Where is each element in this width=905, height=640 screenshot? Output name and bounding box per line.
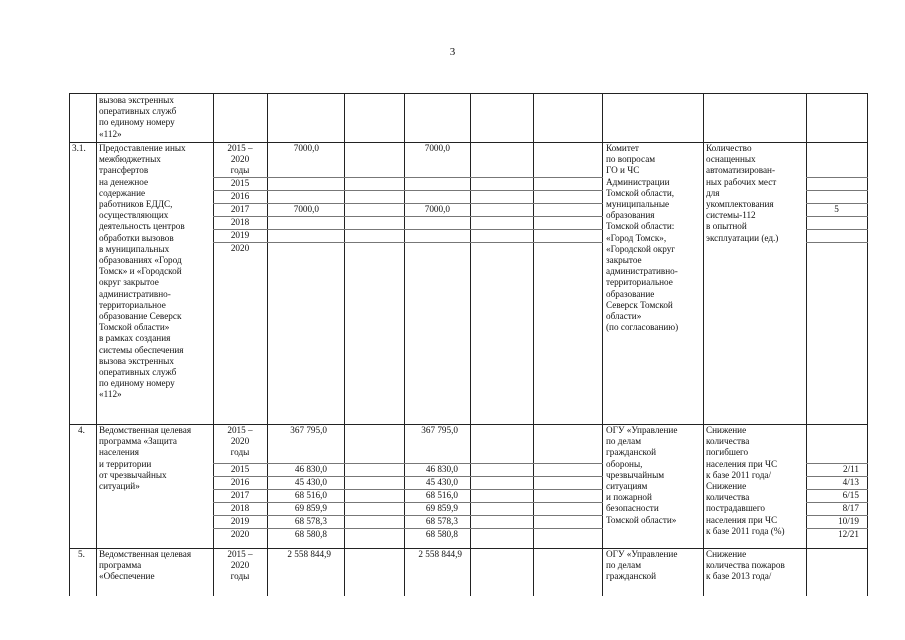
source-amount: 2 558 844,9 [418,549,462,559]
year-row-border [213,216,603,217]
measure-name-line: Томск» и «Городской [99,266,182,277]
year-label: 2016 [230,477,250,487]
indicator-line: количества [706,492,750,503]
source-year-amount: 68 580,8 [425,529,458,539]
year-label: 2019 [230,516,250,526]
measure-name-line: «Обеспечение [99,571,155,582]
executor-line: «Городской округ [606,243,676,254]
measure-name-line: оперативных служб [99,367,177,377]
measure-name-line: населения [99,447,139,458]
executor-line: гражданской [606,571,657,582]
indicator-row-border [806,177,868,178]
row-number: 5. [78,549,85,559]
measure-name-line: административно- [99,288,171,299]
source-year-amount: 7000,0 [424,204,450,214]
measure-name-line: обработки вызовов [99,232,174,243]
year-label: 2017 [230,490,250,500]
executor-line: образования [606,210,655,221]
measure-name-line: Томской области» [99,322,170,333]
period-line: годы [230,447,250,458]
measure-name-line: по единому номеру [99,378,175,389]
executor-line: безопасности [606,503,659,514]
executor-line: Томской области: [606,221,675,232]
year-label: 2015 [230,178,250,188]
indicator-value: 12/21 [838,529,859,539]
row-border [69,93,868,94]
row-number: 3.1. [72,143,86,153]
executor-line: Администрации [606,176,670,187]
executor-line: обороны, [606,458,643,469]
measure-name-line: программа [99,560,142,571]
column-border [602,93,603,596]
indicator-line: оснащенных [706,154,756,165]
executor-line: ГО и ЧС [606,165,640,176]
indicator-line: в опытной [706,221,747,232]
year-label: 2017 [230,204,250,214]
year-label: 2020 [230,243,250,253]
period-line: 2020 [230,436,250,447]
year-row-border [213,177,603,178]
executor-line: Томской области» [606,514,677,525]
source-year-amount: 68 516,0 [425,490,458,500]
page-number: 3 [449,46,456,58]
executor-line: административно- [606,266,678,277]
measure-name-line: округ закрытое [99,277,159,288]
measure-name-line: «112» [99,128,122,139]
source-amount: 7000,0 [424,143,450,153]
measure-name-line: Предоставление иных [99,143,186,153]
executor-line: по вопросам [606,154,656,165]
indicator-line: пострадавшего [706,503,765,514]
measure-name-line: содержание [99,187,146,198]
indicator-value: 6/15 [842,490,859,500]
measure-name-line: вызова экстренных [99,355,174,366]
indicator-line: количества [706,436,750,447]
source-year-amount: 46 830,0 [425,464,458,474]
source-year-amount: 45 430,0 [425,477,458,487]
period-line: годы [230,571,250,582]
indicator-line: автоматизирован- [706,165,776,176]
period-line: 2015 – [227,549,253,559]
measure-name-line: и территории [99,458,152,469]
year-amount: 68 578,3 [294,516,327,526]
column-border [533,93,534,596]
indicator-line: укомплектования [706,199,774,209]
measure-name-line: на денежное [99,176,149,187]
year-row-border [213,229,603,230]
measure-name-line: Ведомственная целевая [99,549,192,559]
measure-name-line: оперативных служб [99,106,177,117]
measure-name-line: образование Северск [99,311,182,321]
measure-name-line: ситуаций» [99,481,140,491]
executor-line: (по согласованию) [606,322,679,333]
indicator-line: Количество [706,143,752,153]
period-line: годы [230,165,250,176]
executor-line: области» [606,311,642,321]
executor-line: закрытое [606,255,642,265]
indicator-line: населения при ЧС [706,514,778,525]
year-label: 2018 [230,503,250,513]
measure-name-line: работников ЕДДС, [99,199,173,209]
indicator-row-border [806,229,868,230]
executor-line: Северск Томской [606,299,673,310]
executor-line: ОГУ «Управление [606,425,678,435]
measure-name-line: деятельность центров [99,221,185,232]
executor-line: Комитет [606,143,639,153]
indicator-row-border [806,190,868,191]
source-amount: 367 795,0 [421,425,458,435]
measure-name-line: в рамках создания [99,333,171,344]
column-border [344,93,345,596]
year-row-border [213,242,603,243]
indicator-row-border [806,242,868,243]
period-line: 2015 – [227,143,253,153]
year-label: 2015 [230,464,250,474]
total-amount: 2 558 844,9 [287,549,331,559]
measure-name-line: территориальное [99,299,166,310]
year-label: 2018 [230,217,250,227]
column-border [470,93,471,596]
column-border [96,93,97,596]
executor-line: чрезвычайным [606,469,665,480]
indicator-line: количества пожаров [706,560,785,571]
measure-name-line: Ведомственная целевая [99,425,192,435]
measure-name-line: трансфертов [99,165,149,176]
period-line: 2020 [230,560,250,571]
year-amount: 7000,0 [293,204,319,214]
period-line: 2020 [230,154,250,165]
measure-name-line: «112» [99,389,122,400]
indicator-line: к базе 2013 года/ [706,571,772,582]
indicator-line: системы-112 [706,210,756,221]
executor-line: по делам [606,436,642,447]
indicator-value: 10/19 [838,516,859,526]
indicator-line: населения при ЧС [706,458,778,469]
measure-name-line: программа «Защита [99,436,177,447]
measure-name-line: системы обеспечения [99,344,184,355]
indicator-line: ных рабочих мест [706,176,777,187]
year-amount: 68 516,0 [294,490,327,500]
period-line: 2015 – [227,425,253,435]
indicator-line: Снижение [706,549,747,559]
column-border [703,93,704,596]
row-number: 4. [78,425,85,435]
indicator-line: к базе 2011 года (%) [706,525,785,536]
total-amount: 367 795,0 [290,425,327,435]
indicator-value: 8/17 [842,503,859,513]
total-amount: 7000,0 [293,143,319,153]
year-amount: 68 580,8 [294,529,327,539]
indicator-line: Снижение [706,425,747,435]
measure-name-line: межбюджетных [99,154,161,165]
measure-name-line: осуществляющих [99,210,169,221]
executor-line: ОГУ «Управление [606,549,678,559]
year-label: 2020 [230,529,250,539]
source-year-amount: 69 859,9 [425,503,458,513]
year-label: 2019 [230,230,250,240]
executor-line: ситуациям [606,481,648,491]
indicator-row-border [806,216,868,217]
indicator-line: эксплуатации (ед.) [706,232,779,243]
executor-line: по делам [606,560,642,571]
indicator-value: 2/11 [843,464,859,474]
measure-name-line: в муниципальных [99,243,170,254]
measure-name-line: от чрезвычайных [99,469,167,480]
year-label: 2016 [230,191,250,201]
year-row-border [213,190,603,191]
executor-line: образование [606,288,655,299]
year-amount: 45 430,0 [294,477,327,487]
executor-line: гражданской [606,447,657,458]
measure-name-line: образованиях «Город [99,255,182,265]
executor-line: территориальное [606,277,673,288]
indicator-line: к базе 2011 года/ [706,469,772,480]
executor-line: «Город Томск», [606,232,667,243]
indicator-value: 5 [834,204,839,214]
indicator-line: погибшего [706,447,749,458]
indicator-line: Снижение [706,481,747,491]
indicator-value: 4/13 [842,477,859,487]
source-year-amount: 68 578,3 [425,516,458,526]
year-amount: 69 859,9 [294,503,327,513]
measure-name-line: вызова экстренных [99,95,174,105]
measure-name-line: по единому номеру [99,117,175,128]
column-border [69,93,70,596]
executor-line: Томской области, [606,187,675,198]
indicator-line: для [706,187,720,198]
executor-line: и пожарной [606,492,652,503]
year-amount: 46 830,0 [294,464,327,474]
executor-line: муниципальные [606,199,670,209]
column-border [867,93,868,596]
